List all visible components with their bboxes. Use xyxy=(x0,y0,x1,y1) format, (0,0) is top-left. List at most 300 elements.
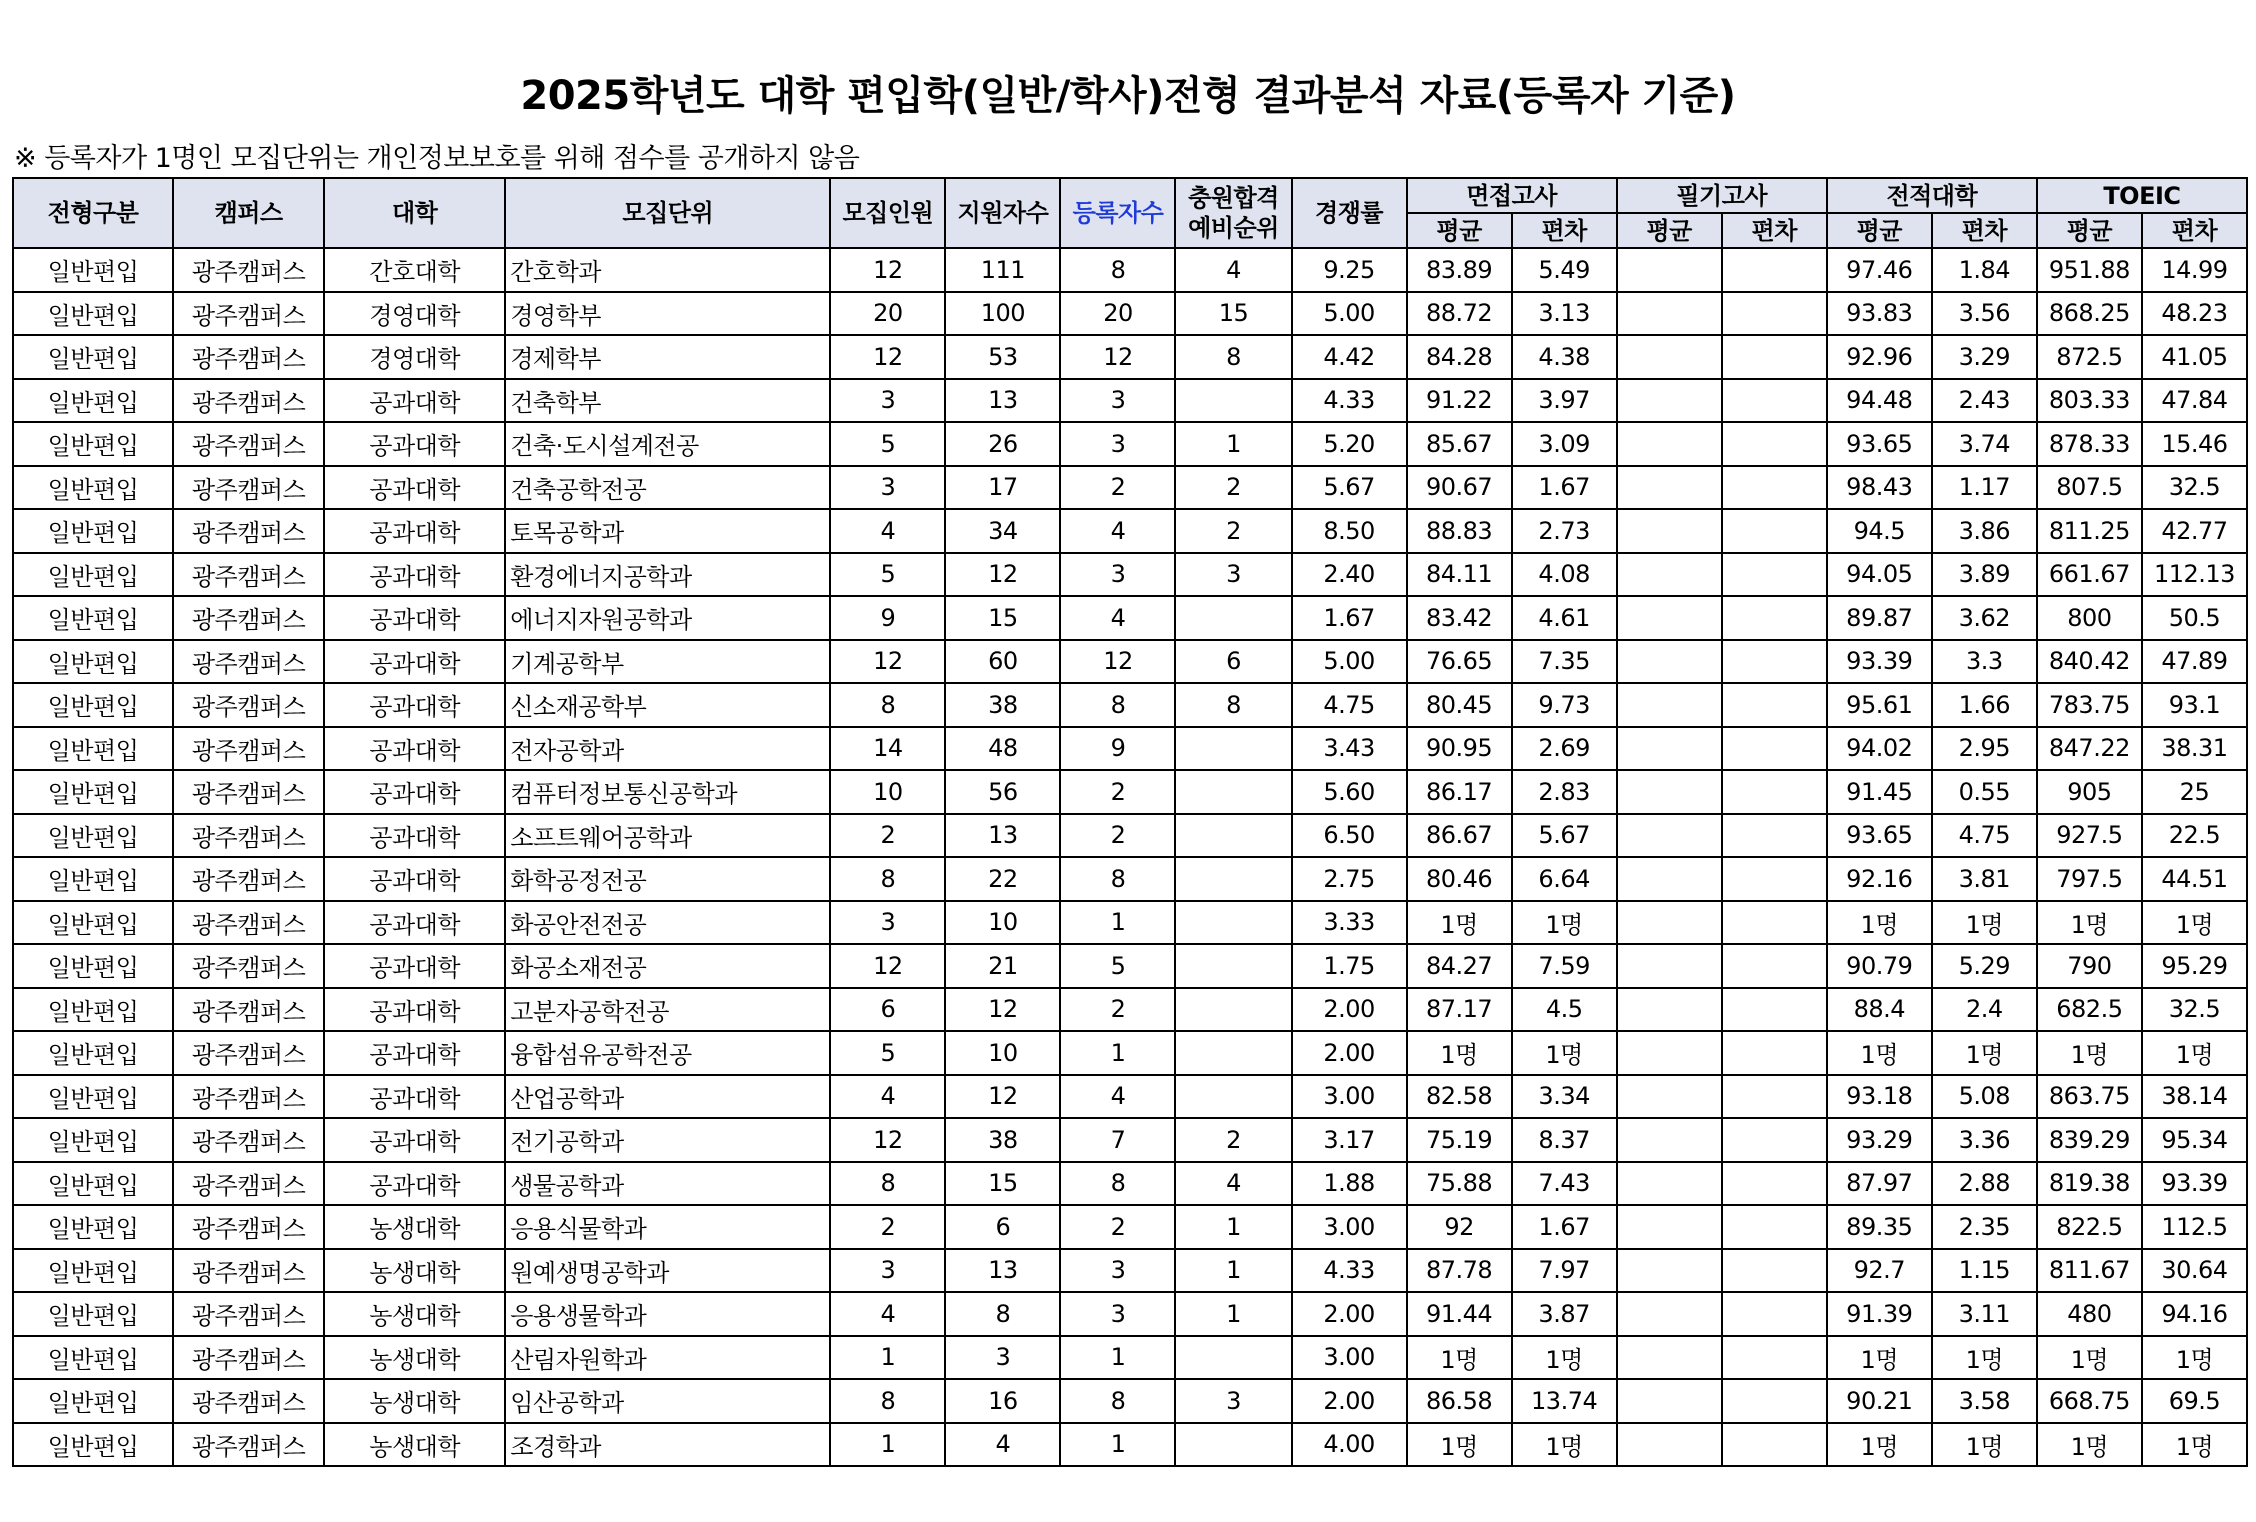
cell-interview-dev: 7.43 xyxy=(1512,1162,1617,1206)
cell-college: 농생대학 xyxy=(324,1249,505,1293)
cell-prev-college-avg: 1명 xyxy=(1827,1336,1932,1380)
cell-unit: 산림자원학과 xyxy=(505,1336,830,1380)
cell-toeic-avg: 822.5 xyxy=(2037,1205,2142,1249)
table-header xyxy=(13,178,2247,248)
cell-campus: 광주캠퍼스 xyxy=(173,1118,324,1162)
cell-campus: 광주캠퍼스 xyxy=(173,509,324,553)
cell-toeic-avg: 1명 xyxy=(2037,1336,2142,1380)
cell-written-avg xyxy=(1617,379,1722,423)
cell-prev-college-dev: 2.4 xyxy=(1932,988,2037,1032)
cell-prev-college-dev: 1.15 xyxy=(1932,1249,2037,1293)
cell-campus: 광주캠퍼스 xyxy=(173,248,324,292)
cell-written-avg xyxy=(1617,335,1722,379)
cell-quota: 12 xyxy=(830,248,945,292)
cell-prev-college-avg: 97.46 xyxy=(1827,248,1932,292)
cell-type: 일반편입 xyxy=(13,988,173,1032)
cell-prev-college-avg: 89.87 xyxy=(1827,596,1932,640)
cell-campus: 광주캠퍼스 xyxy=(173,944,324,988)
cell-toeic-dev: 38.31 xyxy=(2142,727,2247,771)
cell-interview-avg: 88.72 xyxy=(1407,292,1512,336)
cell-quota: 12 xyxy=(830,640,945,684)
cell-waitlist xyxy=(1175,770,1291,814)
cell-applicants: 17 xyxy=(945,466,1060,510)
header-registered: 등록자수 xyxy=(1060,178,1175,248)
cell-toeic-avg: 872.5 xyxy=(2037,335,2142,379)
cell-written-avg xyxy=(1617,1292,1722,1336)
cell-college: 공과대학 xyxy=(324,1118,505,1162)
cell-interview-avg: 1명 xyxy=(1407,1423,1512,1467)
cell-prev-college-dev: 3.58 xyxy=(1932,1379,2037,1423)
table-row xyxy=(13,422,2247,466)
cell-prev-college-avg: 89.35 xyxy=(1827,1205,1932,1249)
cell-written-avg xyxy=(1617,683,1722,727)
cell-ratio: 5.00 xyxy=(1292,640,1407,684)
cell-toeic-avg: 951.88 xyxy=(2037,248,2142,292)
cell-interview-avg: 84.27 xyxy=(1407,944,1512,988)
cell-interview-avg: 83.89 xyxy=(1407,248,1512,292)
cell-registered: 1 xyxy=(1060,1031,1175,1075)
cell-interview-avg: 1명 xyxy=(1407,901,1512,945)
cell-quota: 3 xyxy=(830,466,945,510)
cell-waitlist: 1 xyxy=(1175,422,1291,466)
cell-applicants: 34 xyxy=(945,509,1060,553)
cell-ratio: 4.33 xyxy=(1292,379,1407,423)
cell-interview-avg: 75.19 xyxy=(1407,1118,1512,1162)
cell-quota: 14 xyxy=(830,727,945,771)
cell-type: 일반편입 xyxy=(13,1118,173,1162)
cell-written-avg xyxy=(1617,1336,1722,1380)
cell-applicants: 53 xyxy=(945,335,1060,379)
cell-unit: 화공소재전공 xyxy=(505,944,830,988)
cell-quota: 3 xyxy=(830,379,945,423)
cell-unit: 응용생물학과 xyxy=(505,1292,830,1336)
cell-toeic-avg: 839.29 xyxy=(2037,1118,2142,1162)
cell-toeic-dev: 93.1 xyxy=(2142,683,2247,727)
cell-campus: 광주캠퍼스 xyxy=(173,640,324,684)
table-row xyxy=(13,596,2247,640)
cell-ratio: 1.88 xyxy=(1292,1162,1407,1206)
cell-registered: 3 xyxy=(1060,553,1175,597)
cell-toeic-avg: 807.5 xyxy=(2037,466,2142,510)
cell-interview-dev: 2.73 xyxy=(1512,509,1617,553)
cell-waitlist xyxy=(1175,814,1291,858)
cell-unit: 응용식물학과 xyxy=(505,1205,830,1249)
cell-applicants: 12 xyxy=(945,1075,1060,1119)
table-row xyxy=(13,292,2247,336)
cell-waitlist: 8 xyxy=(1175,683,1291,727)
cell-toeic-dev: 112.13 xyxy=(2142,553,2247,597)
cell-written-dev xyxy=(1722,727,1827,771)
cell-applicants: 4 xyxy=(945,1423,1060,1467)
cell-toeic-dev: 44.51 xyxy=(2142,857,2247,901)
cell-campus: 광주캠퍼스 xyxy=(173,1292,324,1336)
cell-registered: 4 xyxy=(1060,596,1175,640)
cell-interview-avg: 86.67 xyxy=(1407,814,1512,858)
cell-quota: 20 xyxy=(830,292,945,336)
cell-quota: 4 xyxy=(830,1292,945,1336)
cell-quota: 4 xyxy=(830,509,945,553)
cell-toeic-avg: 819.38 xyxy=(2037,1162,2142,1206)
cell-applicants: 111 xyxy=(945,248,1060,292)
cell-written-avg xyxy=(1617,1205,1722,1249)
table-row xyxy=(13,1379,2247,1423)
cell-type: 일반편입 xyxy=(13,1205,173,1249)
cell-toeic-dev: 42.77 xyxy=(2142,509,2247,553)
cell-unit: 토목공학과 xyxy=(505,509,830,553)
cell-prev-college-avg: 94.02 xyxy=(1827,727,1932,771)
cell-prev-college-dev: 3.11 xyxy=(1932,1292,2037,1336)
cell-written-avg xyxy=(1617,944,1722,988)
cell-applicants: 21 xyxy=(945,944,1060,988)
header-written-avg: 평균 xyxy=(1617,213,1722,248)
cell-college: 공과대학 xyxy=(324,1031,505,1075)
cell-registered: 3 xyxy=(1060,1249,1175,1293)
cell-quota: 6 xyxy=(830,988,945,1032)
table-row xyxy=(13,1423,2247,1467)
cell-waitlist xyxy=(1175,1336,1291,1380)
cell-quota: 10 xyxy=(830,770,945,814)
header-campus: 캠퍼스 xyxy=(173,178,324,248)
cell-prev-college-dev: 3.74 xyxy=(1932,422,2037,466)
cell-ratio: 2.00 xyxy=(1292,1292,1407,1336)
cell-college: 공과대학 xyxy=(324,770,505,814)
cell-written-avg xyxy=(1617,814,1722,858)
cell-interview-dev: 5.49 xyxy=(1512,248,1617,292)
table-row xyxy=(13,1031,2247,1075)
cell-prev-college-avg: 93.65 xyxy=(1827,422,1932,466)
cell-type: 일반편입 xyxy=(13,1031,173,1075)
cell-unit: 전자공학과 xyxy=(505,727,830,771)
cell-type: 일반편입 xyxy=(13,1292,173,1336)
cell-toeic-avg: 803.33 xyxy=(2037,379,2142,423)
cell-quota: 12 xyxy=(830,335,945,379)
cell-written-avg xyxy=(1617,509,1722,553)
cell-registered: 8 xyxy=(1060,1379,1175,1423)
cell-interview-dev: 7.59 xyxy=(1512,944,1617,988)
cell-college: 농생대학 xyxy=(324,1292,505,1336)
cell-toeic-avg: 800 xyxy=(2037,596,2142,640)
cell-ratio: 2.00 xyxy=(1292,1379,1407,1423)
cell-toeic-dev: 15.46 xyxy=(2142,422,2247,466)
cell-interview-avg: 91.22 xyxy=(1407,379,1512,423)
cell-quota: 3 xyxy=(830,1249,945,1293)
cell-toeic-dev: 1명 xyxy=(2142,1031,2247,1075)
cell-interview-avg: 1명 xyxy=(1407,1336,1512,1380)
cell-toeic-dev: 32.5 xyxy=(2142,466,2247,510)
cell-toeic-avg: 480 xyxy=(2037,1292,2142,1336)
cell-waitlist xyxy=(1175,596,1291,640)
cell-unit: 컴퓨터정보통신공학과 xyxy=(505,770,830,814)
cell-registered: 4 xyxy=(1060,1075,1175,1119)
cell-toeic-dev: 95.29 xyxy=(2142,944,2247,988)
cell-registered: 5 xyxy=(1060,944,1175,988)
cell-waitlist: 1 xyxy=(1175,1249,1291,1293)
cell-registered: 2 xyxy=(1060,770,1175,814)
cell-toeic-dev: 25 xyxy=(2142,770,2247,814)
cell-applicants: 16 xyxy=(945,1379,1060,1423)
cell-campus: 광주캠퍼스 xyxy=(173,1162,324,1206)
cell-interview-avg: 1명 xyxy=(1407,1031,1512,1075)
cell-waitlist: 3 xyxy=(1175,553,1291,597)
cell-prev-college-avg: 93.18 xyxy=(1827,1075,1932,1119)
cell-interview-dev: 2.83 xyxy=(1512,770,1617,814)
cell-type: 일반편입 xyxy=(13,466,173,510)
cell-ratio: 5.67 xyxy=(1292,466,1407,510)
cell-prev-college-dev: 1명 xyxy=(1932,1031,2037,1075)
cell-written-avg xyxy=(1617,466,1722,510)
cell-prev-college-dev: 5.29 xyxy=(1932,944,2037,988)
cell-college: 공과대학 xyxy=(324,466,505,510)
cell-unit: 건축·도시설계전공 xyxy=(505,422,830,466)
cell-college: 경영대학 xyxy=(324,335,505,379)
cell-interview-dev: 3.34 xyxy=(1512,1075,1617,1119)
cell-prev-college-dev: 1.66 xyxy=(1932,683,2037,727)
cell-ratio: 3.43 xyxy=(1292,727,1407,771)
cell-interview-dev: 9.73 xyxy=(1512,683,1617,727)
cell-written-avg xyxy=(1617,727,1722,771)
cell-applicants: 15 xyxy=(945,596,1060,640)
cell-prev-college-avg: 93.65 xyxy=(1827,814,1932,858)
cell-type: 일반편입 xyxy=(13,770,173,814)
cell-college: 공과대학 xyxy=(324,683,505,727)
cell-written-dev xyxy=(1722,1423,1827,1467)
cell-type: 일반편입 xyxy=(13,553,173,597)
cell-campus: 광주캠퍼스 xyxy=(173,1423,324,1467)
cell-unit: 소프트웨어공학과 xyxy=(505,814,830,858)
cell-unit: 고분자공학전공 xyxy=(505,988,830,1032)
cell-written-avg xyxy=(1617,292,1722,336)
cell-campus: 광주캠퍼스 xyxy=(173,1031,324,1075)
cell-type: 일반편입 xyxy=(13,1249,173,1293)
cell-toeic-dev: 1명 xyxy=(2142,901,2247,945)
table-row xyxy=(13,727,2247,771)
cell-applicants: 22 xyxy=(945,857,1060,901)
cell-prev-college-dev: 1명 xyxy=(1932,1423,2037,1467)
cell-prev-college-avg: 1명 xyxy=(1827,1031,1932,1075)
cell-ratio: 3.00 xyxy=(1292,1075,1407,1119)
cell-interview-avg: 84.11 xyxy=(1407,553,1512,597)
cell-prev-college-dev: 3.89 xyxy=(1932,553,2037,597)
header-type: 전형구분 xyxy=(13,178,173,248)
cell-type: 일반편입 xyxy=(13,1075,173,1119)
cell-college: 공과대학 xyxy=(324,857,505,901)
cell-campus: 광주캠퍼스 xyxy=(173,335,324,379)
cell-college: 농생대학 xyxy=(324,1423,505,1467)
header-toeic: TOEIC xyxy=(2037,178,2247,213)
cell-quota: 8 xyxy=(830,857,945,901)
cell-waitlist: 8 xyxy=(1175,335,1291,379)
cell-toeic-dev: 94.16 xyxy=(2142,1292,2247,1336)
cell-type: 일반편입 xyxy=(13,1162,173,1206)
cell-college: 공과대학 xyxy=(324,944,505,988)
cell-quota: 2 xyxy=(830,1205,945,1249)
cell-type: 일반편입 xyxy=(13,901,173,945)
table-row xyxy=(13,1249,2247,1293)
cell-prev-college-dev: 2.88 xyxy=(1932,1162,2037,1206)
cell-college: 공과대학 xyxy=(324,901,505,945)
cell-prev-college-avg: 1명 xyxy=(1827,901,1932,945)
cell-applicants: 60 xyxy=(945,640,1060,684)
cell-registered: 1 xyxy=(1060,1336,1175,1380)
cell-toeic-avg: 1명 xyxy=(2037,1423,2142,1467)
cell-applicants: 6 xyxy=(945,1205,1060,1249)
cell-interview-avg: 86.17 xyxy=(1407,770,1512,814)
cell-prev-college-avg: 92.96 xyxy=(1827,335,1932,379)
cell-prev-college-avg: 1명 xyxy=(1827,1423,1932,1467)
cell-campus: 광주캠퍼스 xyxy=(173,814,324,858)
cell-interview-dev: 3.87 xyxy=(1512,1292,1617,1336)
cell-registered: 12 xyxy=(1060,335,1175,379)
header-prev-college-avg: 평균 xyxy=(1827,213,1932,248)
cell-prev-college-avg: 87.97 xyxy=(1827,1162,1932,1206)
cell-campus: 광주캠퍼스 xyxy=(173,553,324,597)
cell-interview-avg: 87.17 xyxy=(1407,988,1512,1032)
cell-ratio: 4.75 xyxy=(1292,683,1407,727)
results-table xyxy=(12,177,2248,1467)
cell-written-dev xyxy=(1722,1249,1827,1293)
cell-written-dev xyxy=(1722,814,1827,858)
cell-campus: 광주캠퍼스 xyxy=(173,292,324,336)
cell-quota: 5 xyxy=(830,422,945,466)
cell-interview-dev: 1명 xyxy=(1512,1423,1617,1467)
cell-prev-college-dev: 5.08 xyxy=(1932,1075,2037,1119)
header-toeic-dev: 편차 xyxy=(2142,213,2247,248)
cell-unit: 경영학부 xyxy=(505,292,830,336)
cell-waitlist xyxy=(1175,944,1291,988)
cell-unit: 전기공학과 xyxy=(505,1118,830,1162)
cell-college: 공과대학 xyxy=(324,727,505,771)
cell-unit: 산업공학과 xyxy=(505,1075,830,1119)
cell-written-dev xyxy=(1722,509,1827,553)
cell-prev-college-dev: 2.43 xyxy=(1932,379,2037,423)
cell-college: 공과대학 xyxy=(324,640,505,684)
cell-registered: 2 xyxy=(1060,466,1175,510)
cell-interview-avg: 76.65 xyxy=(1407,640,1512,684)
cell-written-avg xyxy=(1617,1423,1722,1467)
cell-type: 일반편입 xyxy=(13,944,173,988)
cell-ratio: 1.67 xyxy=(1292,596,1407,640)
cell-waitlist xyxy=(1175,379,1291,423)
cell-applicants: 12 xyxy=(945,988,1060,1032)
header-applicants: 지원자수 xyxy=(945,178,1060,248)
page-title: 2025학년도 대학 편입학(일반/학사)전형 결과분석 자료(등록자 기준) xyxy=(520,73,1736,119)
cell-ratio: 5.00 xyxy=(1292,292,1407,336)
table-row xyxy=(13,1336,2247,1380)
cell-applicants: 10 xyxy=(945,1031,1060,1075)
cell-interview-avg: 75.88 xyxy=(1407,1162,1512,1206)
cell-prev-college-avg: 94.48 xyxy=(1827,379,1932,423)
cell-applicants: 38 xyxy=(945,1118,1060,1162)
cell-campus: 광주캠퍼스 xyxy=(173,770,324,814)
cell-written-dev xyxy=(1722,466,1827,510)
cell-interview-avg: 80.45 xyxy=(1407,683,1512,727)
cell-unit: 경제학부 xyxy=(505,335,830,379)
cell-waitlist xyxy=(1175,901,1291,945)
cell-quota: 8 xyxy=(830,1162,945,1206)
cell-written-dev xyxy=(1722,901,1827,945)
cell-college: 공과대학 xyxy=(324,596,505,640)
cell-interview-dev: 4.08 xyxy=(1512,553,1617,597)
cell-registered: 20 xyxy=(1060,292,1175,336)
cell-applicants: 10 xyxy=(945,901,1060,945)
cell-prev-college-dev: 4.75 xyxy=(1932,814,2037,858)
cell-written-avg xyxy=(1617,1379,1722,1423)
cell-waitlist: 4 xyxy=(1175,248,1291,292)
header-ratio: 경쟁률 xyxy=(1292,178,1407,248)
cell-toeic-avg: 868.25 xyxy=(2037,292,2142,336)
cell-college: 농생대학 xyxy=(324,1205,505,1249)
table-row xyxy=(13,770,2247,814)
cell-ratio: 3.00 xyxy=(1292,1336,1407,1380)
cell-college: 공과대학 xyxy=(324,1075,505,1119)
cell-interview-dev: 5.67 xyxy=(1512,814,1617,858)
cell-waitlist xyxy=(1175,1423,1291,1467)
cell-written-dev xyxy=(1722,596,1827,640)
cell-written-dev xyxy=(1722,1292,1827,1336)
cell-unit: 조경학과 xyxy=(505,1423,830,1467)
cell-toeic-dev: 112.5 xyxy=(2142,1205,2247,1249)
cell-quota: 1 xyxy=(830,1336,945,1380)
cell-registered: 8 xyxy=(1060,1162,1175,1206)
cell-ratio: 6.50 xyxy=(1292,814,1407,858)
table-row xyxy=(13,683,2247,727)
cell-type: 일반편입 xyxy=(13,727,173,771)
cell-toeic-avg: 1명 xyxy=(2037,901,2142,945)
cell-toeic-avg: 1명 xyxy=(2037,1031,2142,1075)
table-row xyxy=(13,640,2247,684)
cell-prev-college-dev: 2.95 xyxy=(1932,727,2037,771)
cell-written-avg xyxy=(1617,1075,1722,1119)
cell-written-avg xyxy=(1617,988,1722,1032)
cell-campus: 광주캠퍼스 xyxy=(173,1075,324,1119)
cell-written-dev xyxy=(1722,640,1827,684)
cell-unit: 신소재공학부 xyxy=(505,683,830,727)
cell-toeic-avg: 790 xyxy=(2037,944,2142,988)
cell-interview-avg: 82.58 xyxy=(1407,1075,1512,1119)
cell-interview-dev: 3.97 xyxy=(1512,379,1617,423)
cell-prev-college-dev: 1.17 xyxy=(1932,466,2037,510)
cell-written-dev xyxy=(1722,1205,1827,1249)
cell-type: 일반편입 xyxy=(13,509,173,553)
cell-type: 일반편입 xyxy=(13,857,173,901)
cell-interview-dev: 1명 xyxy=(1512,1336,1617,1380)
cell-type: 일반편입 xyxy=(13,1379,173,1423)
cell-type: 일반편입 xyxy=(13,379,173,423)
cell-type: 일반편입 xyxy=(13,248,173,292)
cell-quota: 1 xyxy=(830,1423,945,1467)
cell-campus: 광주캠퍼스 xyxy=(173,596,324,640)
header-prev-college: 전적대학 xyxy=(1827,178,2037,213)
cell-prev-college-avg: 93.39 xyxy=(1827,640,1932,684)
cell-written-dev xyxy=(1722,1118,1827,1162)
cell-waitlist: 2 xyxy=(1175,466,1291,510)
cell-ratio: 4.42 xyxy=(1292,335,1407,379)
table-row xyxy=(13,1292,2247,1336)
cell-written-dev xyxy=(1722,248,1827,292)
cell-registered: 2 xyxy=(1060,1205,1175,1249)
cell-interview-avg: 90.95 xyxy=(1407,727,1512,771)
cell-interview-avg: 91.44 xyxy=(1407,1292,1512,1336)
cell-interview-avg: 88.83 xyxy=(1407,509,1512,553)
cell-waitlist: 1 xyxy=(1175,1292,1291,1336)
cell-quota: 2 xyxy=(830,814,945,858)
cell-registered: 8 xyxy=(1060,857,1175,901)
cell-prev-college-dev: 3.36 xyxy=(1932,1118,2037,1162)
cell-prev-college-avg: 98.43 xyxy=(1827,466,1932,510)
cell-interview-dev: 4.38 xyxy=(1512,335,1617,379)
cell-registered: 3 xyxy=(1060,1292,1175,1336)
cell-type: 일반편입 xyxy=(13,814,173,858)
